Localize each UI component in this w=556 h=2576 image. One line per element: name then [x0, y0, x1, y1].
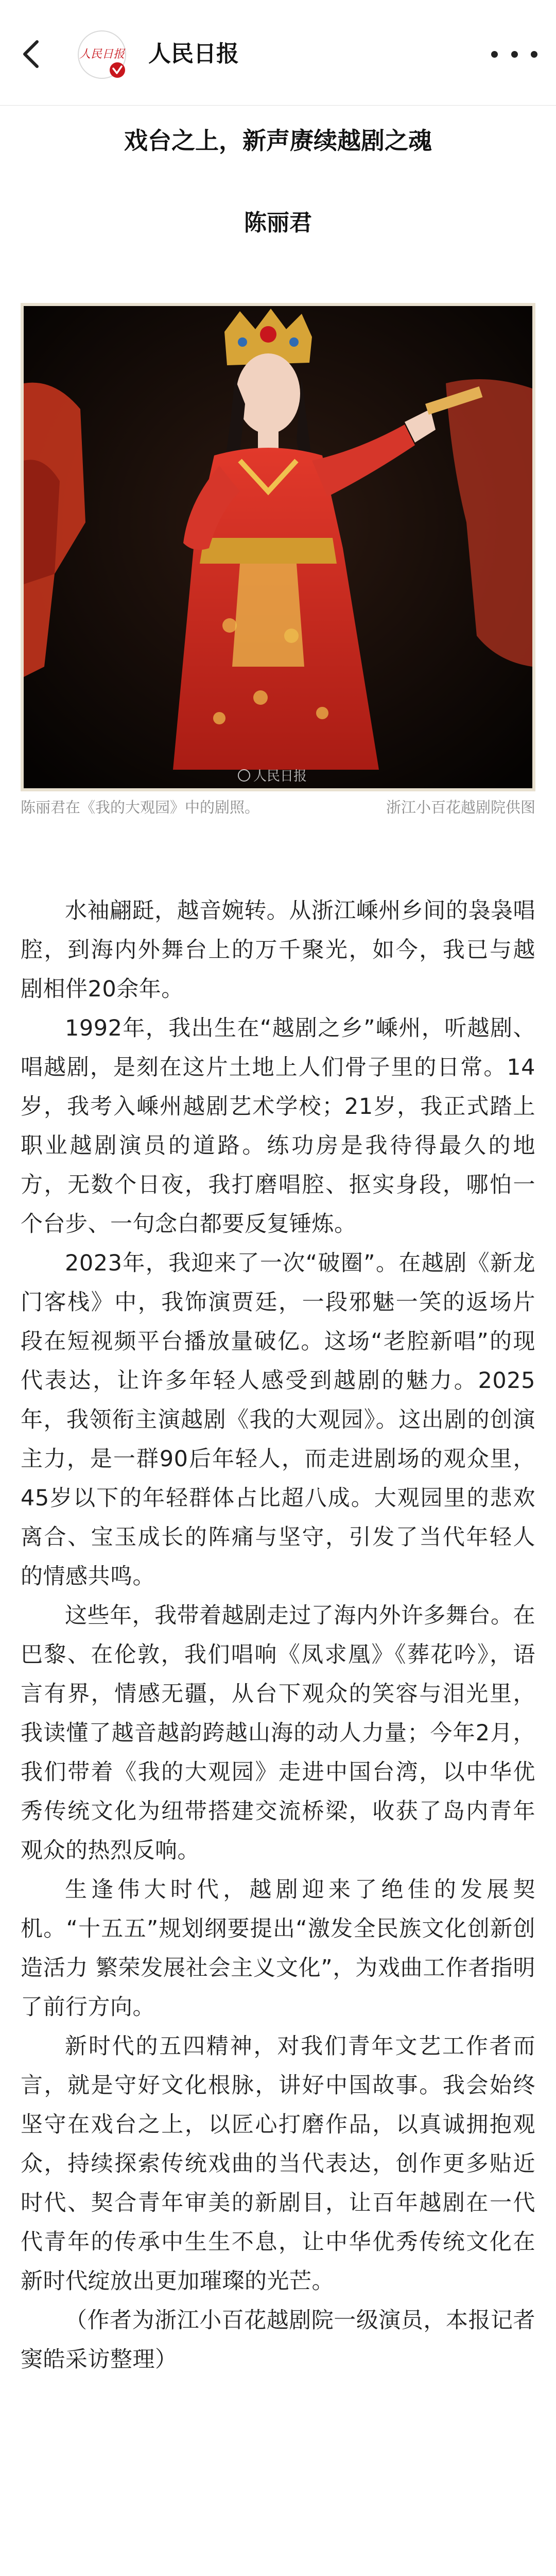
people-daily-logo-icon [77, 30, 127, 79]
svg-text:人民日报: 人民日报 [79, 48, 125, 61]
article-body [21, 891, 535, 2379]
source-name[interactable]: 人民日报 [148, 41, 239, 67]
photo-credit: 浙江小百花越剧院供图 [386, 799, 535, 816]
article-photo[interactable] [21, 303, 535, 791]
back-button[interactable] [15, 36, 46, 72]
more-dot-icon [511, 51, 518, 58]
paragraph: 2023年，我迎来了一次“破圈”。在越剧《新龙门客栈》中，我饰演贾廷，一段邪魅一笑的返场片段在短视频平台播放量破亿。这场“老腔新唱”的现代表达，让许多年轻人感受到越剧的魅力。2025年，我领衔主演越剧《我的大观园》。这出剧的创演主力，是一群90后年轻人，而走进剧场的观众里，45岁以下的年轻群体占比超八成。大观园里的悲欢离合、宝玉成长的阵痛与坚守，引发了当代年轻人的情感共鸣。 [21, 1250, 535, 1589]
more-options-button[interactable] [491, 41, 537, 67]
paragraph: 生逢伟大时代，越剧迎来了绝佳的发展契机。“十五五”规划纲要提出“激发全民族文化创新创造活力 繁荣发展社会主义文化”，为戏曲工作者指明了前行方向。 [21, 1877, 535, 2020]
paragraph: （作者为浙江小百花越剧院一级演员，本报记者窦皓采访整理） [21, 2308, 535, 2372]
article-title: 戏台之上，新声赓续越剧之魂 [124, 127, 432, 155]
chevron-left-icon [22, 39, 40, 70]
paragraph: 新时代的五四精神，对我们青年文艺工作者而言，就是守好文化根脉，讲好中国故事。我会始终坚守在戏台之上，以匠心打磨作品，以真诚拥抱观众，持续探索传统戏曲的当代表达，创作更多贴近时代、契合青年审美的新剧目，让百年越剧在一代代青年的传承中生生不息，让中华优秀传统文化在新时代绽放出更加璀璨的光芒。 [21, 2033, 535, 2294]
source-logo[interactable] [77, 30, 127, 79]
article-author: 陈丽君 [244, 210, 312, 236]
photo-watermark: 人民日报 [238, 766, 307, 785]
paragraph: 这些年，我带着越剧走过了海内外许多舞台。在巴黎、在伦敦，我们唱响《凤求凰》《葬花吟》，语言有界，情感无疆，从台下观众的笑容与泪光里，我读懂了越音越韵跨越山海的动人力量；今年2月，我们带着《我的大观园》走进中国台湾，以中华优秀传统文化为纽带搭建交流桥梁，收获了岛内青年观众的热烈反响。 [21, 1603, 535, 1863]
paragraph: 水袖翩跹，越音婉转。从浙江嵊州乡间的袅袅唱腔，到海内外舞台上的万千聚光，如今，我已与越剧相伴20余年。 [21, 898, 535, 1002]
more-dot-icon [491, 51, 498, 58]
photo-caption: 陈丽君在《我的大观园》中的剧照。 [21, 799, 260, 816]
top-bar [0, 0, 556, 106]
watermark-icon [238, 769, 250, 782]
more-dot-icon [531, 51, 537, 58]
opera-performer-image [24, 306, 532, 788]
paragraph: 1992年，我出生在“越剧之乡”嵊州，听越剧、唱越剧，是刻在这片土地上人们骨子里的日常。14岁，我考入嵊州越剧艺术学校；21岁，我正式踏上职业越剧演员的道路。练功房是我待得最久的地方，无数个日夜，我打磨唱腔、抠实身段，哪怕一个台步、一句念白都要反复锤炼。 [21, 1015, 535, 1237]
